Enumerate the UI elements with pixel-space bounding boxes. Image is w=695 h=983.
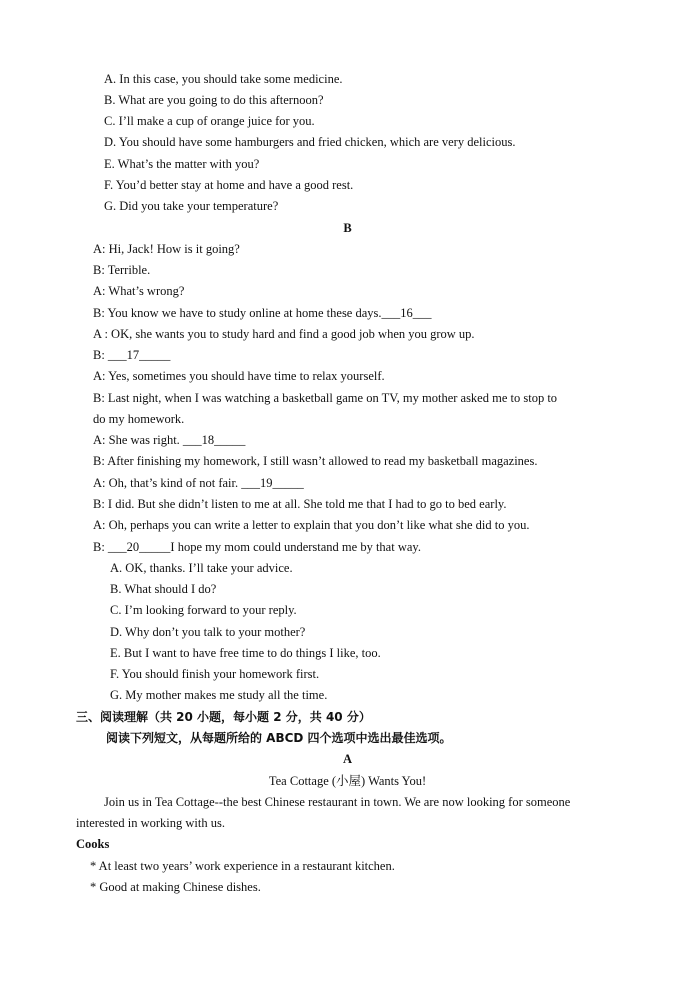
cooks-item: * Good at making Chinese dishes. [90, 880, 261, 894]
option-item: D. You should have some hamburgers and fried chicken, which are very delicious. [104, 135, 516, 149]
option-item: B. What are you going to do this afternoon? [104, 93, 324, 107]
dialogue-line: do my homework. [93, 412, 185, 426]
section-instruction: 阅读下列短文，从每题所给的 ABCD 四个选项中选出最佳选项。 [106, 731, 452, 745]
option-item: G. My mother makes me study all the time. [110, 688, 328, 702]
dialogue-line: B: Last night, when I was watching a basketball game on TV, my mother asked me to stop to [93, 391, 558, 405]
option-item: A. In this case, you should take some medicine. [104, 72, 343, 86]
intro-text: interested in working with us. [76, 816, 225, 830]
dialogue-line: A: Oh, perhaps you can write a letter to explain that you don’t like what she did to you. [93, 518, 530, 532]
dialogue-line: A : OK, she wants you to study hard and find a good job when you grow up. [93, 327, 475, 341]
dialogue-line: B: ___17_____ [93, 348, 171, 362]
option-item: E. What’s the matter with you? [104, 157, 260, 171]
option-item: D. Why don’t you talk to your mother? [110, 625, 306, 639]
option-item: C. I’m looking forward to your reply. [110, 603, 297, 617]
dialogue-line: B: You know we have to study online at home these days.___16___ [93, 306, 432, 320]
option-item: F. You should finish your homework first. [110, 667, 320, 681]
cooks-heading: Cooks [76, 837, 110, 851]
ad-title: Tea Cottage (小屋) Wants You! [268, 774, 427, 788]
intro-text: Join us in Tea Cottage--the best Chinese restaurant in town. We are now looking for someone [104, 795, 571, 809]
dialogue-line: A: What’s wrong? [93, 284, 185, 298]
dialogue-line: A: She was right. ___18_____ [93, 433, 246, 447]
dialogue-line: A: Hi, Jack! How is it going? [93, 242, 240, 256]
option-item: C. I’ll make a cup of orange juice for you. [104, 114, 315, 128]
dialogue-line: B: Terrible. [93, 263, 151, 277]
dialogue-line: B: I did. But she didn’t listen to me at all. She told me that I had to go to bed early. [93, 497, 507, 511]
cooks-item: * At least two years’ work experience in a restaurant kitchen. [90, 859, 395, 873]
option-item: F. You’d better stay at home and have a good rest. [104, 178, 354, 192]
option-item: B. What should I do? [110, 582, 217, 596]
dialogue-line: B: ___20_____I hope my mom could understand me by that way. [93, 540, 421, 554]
dialogue-line: A: Oh, that’s kind of not fair. ___19_____ [93, 476, 304, 490]
section-heading: 三、阅读理解（共 20 小题，每小题 2 分，共 40 分） [76, 710, 371, 724]
option-item: A. OK, thanks. I’ll take your advice. [110, 561, 293, 575]
passage-label: A [342, 752, 353, 766]
option-item: E. But I want to have free time to do things I like, too. [110, 646, 381, 660]
option-item: G. Did you take your temperature? [104, 199, 279, 213]
dialogue-line: A: Yes, sometimes you should have time to relax yourself. [93, 369, 385, 383]
dialogue-line: B: After finishing my homework, I still wasn’t allowed to read my basketball magazines. [93, 454, 538, 468]
section-b-title: B [343, 221, 352, 235]
